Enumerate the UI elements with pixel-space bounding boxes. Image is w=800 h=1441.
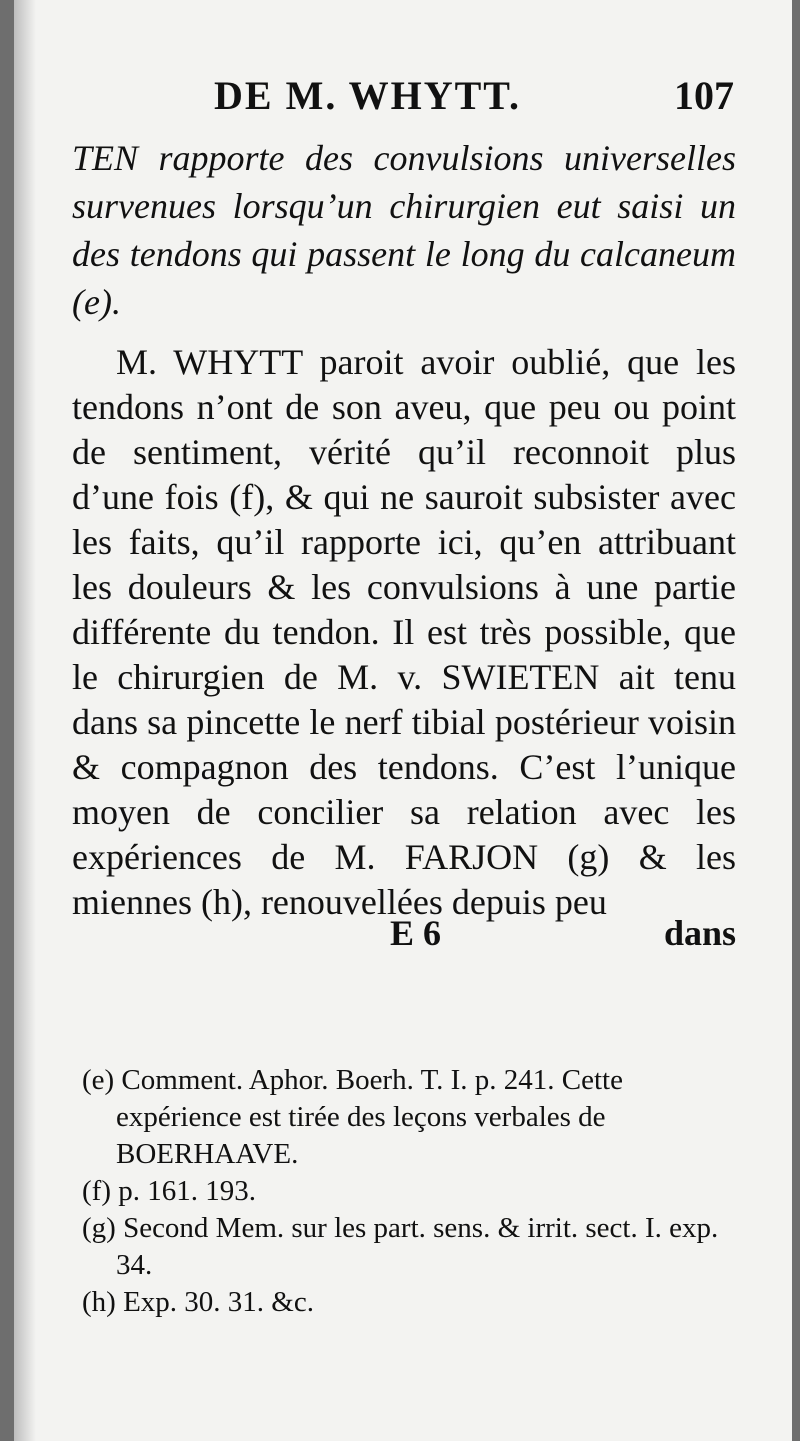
footnote-g: (g) Second Mem. sur les part. sens. & irrit. sect. I. exp. 34. — [82, 1212, 719, 1281]
signature-mark: E 6 — [390, 913, 442, 953]
running-head-title: DE M. WHYTT. — [214, 73, 521, 118]
footnote-e: (e) Comment. Aphor. Boerh. T. I. p. 241. Cette expérience est tirée des leçons verbales de BOERHAAVE. — [82, 1064, 623, 1170]
page-number: 107 — [674, 73, 734, 118]
paragraph-2: M. WHYTT paroit avoir oublié, que les tendons n’ont de son aveu, que peu ou point de sentiment, vérité qu’il reconnoit plus d’une fois (f), & qui ne sauroit subsister avec les faits, qu’il rapporte ici, qu’en attribuant les douleurs & les convulsions à une partie différente du tendon. Il est très possible, que le chirurgien de M. v. SWIETEN ait tenu dans sa pincette le nerf tibial postérieur voisin & compagnon des tendons. C’est l’unique moyen de concilier sa relation avec les expériences de M. FARJON (g) & les miennes (h), renouvellées depuis peu — [72, 342, 736, 922]
running-head — [74, 72, 734, 132]
footnote-f: (f) p. 161. 193. — [82, 1175, 256, 1207]
catchword: dans — [663, 913, 736, 953]
paragraph-1: TEN rapporte des convulsions universelles survenues lorsqu’un chirurgien eut saisi un des tendons qui passent le long du calcaneum (e). — [72, 138, 736, 322]
catchword-line — [72, 912, 736, 962]
page-gutter-shadow — [14, 0, 36, 1441]
footnote-h: (h) Exp. 30. 31. &c. — [82, 1286, 314, 1318]
footnotes — [82, 1062, 742, 1321]
book-page — [14, 0, 792, 1441]
